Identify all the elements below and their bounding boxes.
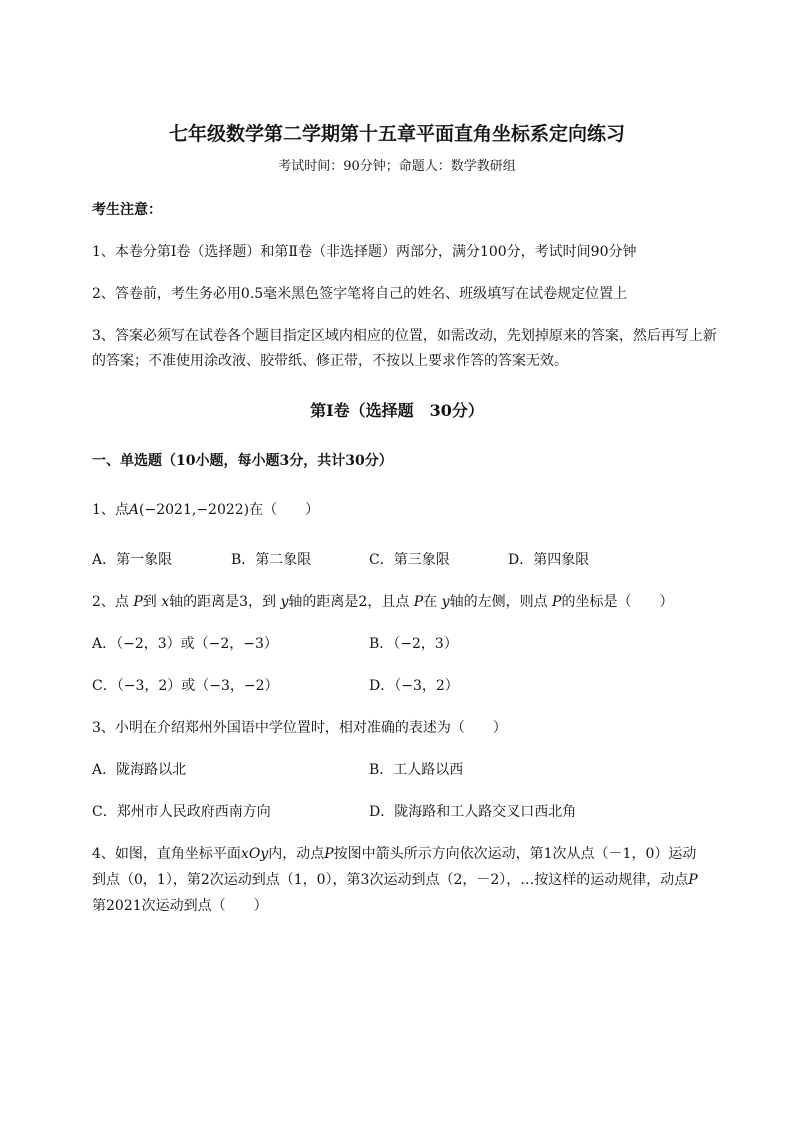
exam-info: 考试时间：90分钟；命题人：数学教研组 xyxy=(278,159,516,174)
question-text: 2、点 xyxy=(92,594,134,610)
question-2-stem xyxy=(92,593,673,611)
question-text: 内，动点 xyxy=(268,846,325,862)
notice-item: 2、答卷前，考生务必用0.5毫米黑色签字笔将自己的姓名、班级填写在试卷规定位置上 xyxy=(92,286,628,302)
variable-x: x xyxy=(161,594,170,610)
variable-p: P xyxy=(133,594,143,610)
question-text: 轴的左侧，则点 xyxy=(449,594,553,610)
question-text: 1、点 xyxy=(92,502,129,518)
question-3-stem: 3、小明在介绍郑州外国语中学位置时，相对准确的表述为（ ） xyxy=(92,720,507,736)
option-d[interactable]: D．（−3，2） xyxy=(369,678,459,694)
plane-name: xOy xyxy=(240,846,269,862)
page-title: 七年级数学第二学期第十五章平面直角坐标系定向练习 xyxy=(168,123,625,145)
question-4-stem-line3: 第2021次运动到点（ ） xyxy=(92,898,268,914)
option-c[interactable]: C．郑州市人民政府西南方向 xyxy=(92,804,271,820)
option-a[interactable]: A．（−2，3）或（−2，−3） xyxy=(92,636,278,652)
variable-y: y xyxy=(441,594,450,610)
notice-item: 1、本卷分第Ⅰ卷（选择题）和第Ⅱ卷（非选择题）两部分，满分100分，考试时间90分钟 xyxy=(92,244,637,260)
notice-heading: 考生注意： xyxy=(92,202,162,218)
question-text: 轴的距离是2，且点 xyxy=(288,594,414,610)
part-heading: 一、单选题（10小题，每小题3分，共计30分） xyxy=(92,453,393,469)
question-text: 在 xyxy=(423,594,442,610)
variable-p: P xyxy=(552,594,562,610)
variable-p: P xyxy=(688,872,698,888)
option-c[interactable]: C．（−3，2）或（−3，−2） xyxy=(92,678,279,694)
question-text: 轴的距离是3，到 xyxy=(169,594,281,610)
point-coordinates: (−2021,−2022) xyxy=(139,502,250,518)
question-text: 4、如图，直角坐标平面 xyxy=(92,846,241,862)
variable-y: y xyxy=(280,594,289,610)
notice-item: 3、答案必须写在试卷各个题目指定区域内相应的位置，如需改动，先划掉原来的答案，然后再写上新 xyxy=(92,328,717,344)
variable-p: P xyxy=(413,594,424,610)
question-4-stem-line2 xyxy=(92,871,698,889)
question-text: 到 xyxy=(142,594,162,610)
option-b[interactable]: B．工人路以西 xyxy=(369,762,464,778)
question-4-stem-line1 xyxy=(92,845,696,863)
variable-p: P xyxy=(324,846,334,862)
option-a[interactable]: A．第一象限 xyxy=(92,552,173,568)
option-d[interactable]: D．陇海路和工人路交叉口西北角 xyxy=(369,804,577,820)
option-b[interactable]: B．第二象限 xyxy=(231,552,312,568)
question-text: 的坐标是（ ） xyxy=(561,594,674,610)
section-title: 第Ⅰ卷（选择题 30分） xyxy=(310,401,484,420)
question-text: 在（ ） xyxy=(249,502,320,518)
question-text: 到点（0，1），第2次运动到点（1，0），第3次运动到点（2，－2），…按这样的运动规律，动点 xyxy=(92,872,689,888)
notice-item: 的答案；不准使用涂改液、胶带纸、修正带，不按以上要求作答的答案无效。 xyxy=(92,353,568,369)
option-a[interactable]: A．陇海路以北 xyxy=(92,762,187,778)
question-text: 按图中箭头所示方向依次运动，第1次从点（－1，0）运动 xyxy=(333,846,697,862)
option-c[interactable]: C．第三象限 xyxy=(369,552,450,568)
question-1-stem xyxy=(92,501,319,519)
option-d[interactable]: D．第四象限 xyxy=(508,552,590,568)
point-label: A xyxy=(128,502,140,518)
option-b[interactable]: B．（−2，3） xyxy=(369,636,458,652)
